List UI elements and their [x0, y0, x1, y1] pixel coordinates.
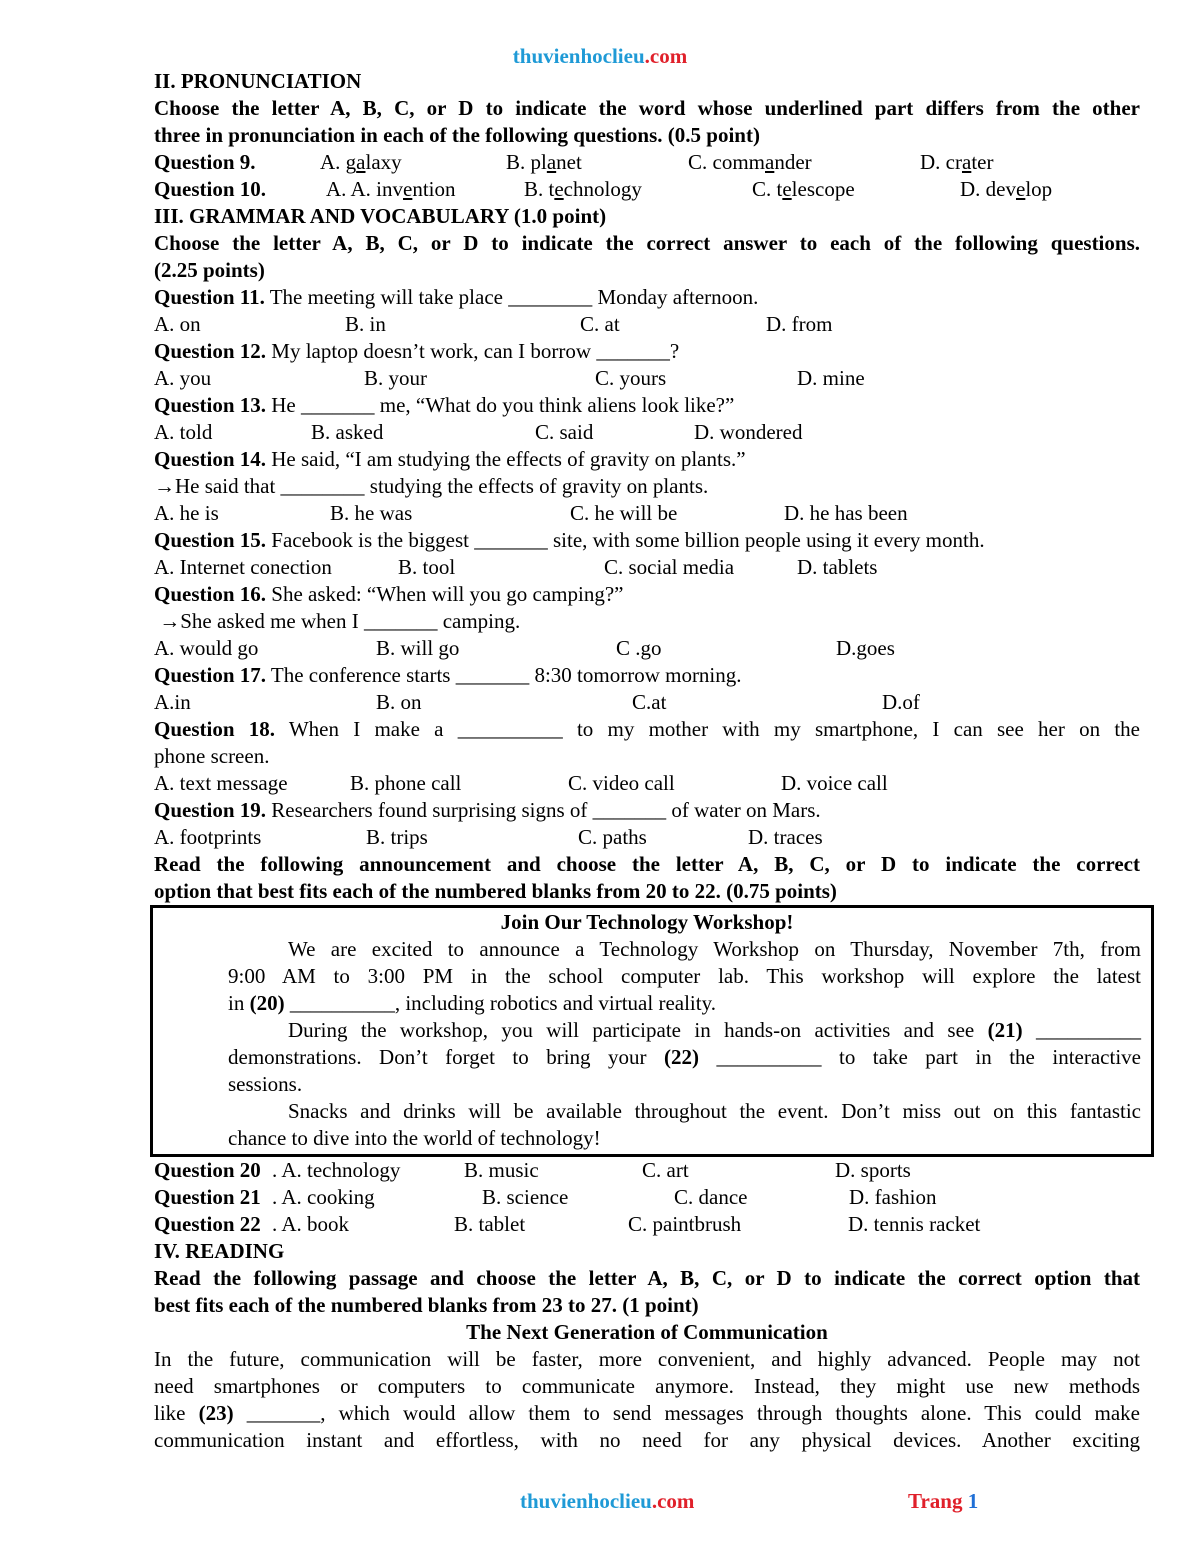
announcement-text: Snacks and drinks will be available throughout the event. Don’t miss out on this fantastic: [288, 1099, 1141, 1123]
announcement-text: During the workshop, you will participate in hands-on activities and see (21) __________: [288, 1018, 1142, 1042]
question-14: Question 14. He said, “I am studying the effects of gravity on plants.”: [154, 447, 746, 471]
header-site: thuvienhoclieu.com: [512, 44, 688, 68]
announcement-title: Join Our Technology Workshop!: [500, 910, 794, 934]
announcement-text: 9:00 AM to 3:00 PM in the school computer lab. This workshop will explore the latest: [228, 964, 1141, 988]
options: A. you B. your C. yours D. mine: [154, 366, 865, 390]
instruction: Choose the letter A, B, C, or D to indicate the word whose underlined part differs from the other: [154, 96, 1140, 120]
question-14-rewrite: →He said that ________ studying the effects of gravity on plants.: [154, 474, 709, 498]
instruction: Choose the letter A, B, C, or D to indicate the correct answer to each of the following questions.: [154, 231, 1140, 255]
passage-text: need smartphones or computers to communicate anymore. Instead, they might use new methods: [154, 1374, 1140, 1398]
question-16: Question 16. She asked: “When will you go camping?”: [154, 582, 624, 606]
page-number: Trang 1: [908, 1489, 979, 1513]
options: A. would go B. will go C .go D.goes: [154, 636, 895, 660]
section-title: III. GRAMMAR AND VOCABULARY (1.0 point): [154, 204, 607, 228]
footer-site: thuvienhoclieu.com: [520, 1489, 695, 1513]
instruction: Read the following announcement and choose the letter A, B, C, or D to indicate the correct: [154, 852, 1140, 876]
question-10: Question 10. A. A. invention B. technology C. telescope D. develop: [154, 177, 1053, 201]
question-21: Question 21 . A. cooking B. science C. dance D. fashion: [154, 1185, 937, 1209]
instruction: three in pronunciation in each of the following questions. (0.5 point): [154, 123, 760, 147]
document-body: [154, 68, 1140, 1454]
options: A. Internet conection B. tool C. social media D. tablets: [154, 555, 878, 579]
options: A. told B. asked C. said D. wondered: [154, 420, 803, 444]
announcement-text: demonstrations. Don’t forget to bring your (22) __________ to take part in the interactive: [228, 1045, 1141, 1069]
options: A.in B. on C.at D.of: [154, 690, 920, 714]
instruction: Read the following passage and choose the letter A, B, C, or D to indicate the correct option that: [154, 1266, 1140, 1290]
question-15: Question 15. Facebook is the biggest _______ site, with some billion people using it every month.: [154, 528, 985, 552]
question-11: Question 11. The meeting will take place ________ Monday afternoon.: [154, 285, 759, 309]
question-12: Question 12. My laptop doesn’t work, can I borrow _______?: [154, 339, 680, 363]
options: A. footprints B. trips C. paths D. traces: [154, 825, 823, 849]
passage-text: In the future, communication will be faster, more convenient, and highly advanced. People may not: [154, 1347, 1140, 1371]
announcement-text: chance to dive into the world of technology!: [228, 1126, 601, 1150]
instruction: (2.25 points): [154, 258, 265, 282]
options: A. he is B. he was C. he will be D. he has been: [154, 501, 908, 525]
announcement-text: in (20) __________, including robotics and virtual reality.: [228, 991, 716, 1015]
passage-text: communication instant and effortless, with no need for any physical devices. Another exciting: [154, 1428, 1140, 1452]
question-20: Question 20 . A. technology B. music C. art D. sports: [154, 1158, 911, 1182]
question-17: Question 17. The conference starts _______ 8:30 tomorrow morning.: [154, 663, 742, 687]
question-18: Question 18. When I make a __________ to my mother with my smartphone, I can see her on the: [154, 717, 1140, 741]
options: A. on B. in C. at D. from: [154, 312, 833, 336]
section-title: II. PRONUNCIATION: [154, 69, 362, 93]
options: A. text message B. phone call C. video call D. voice call: [154, 771, 888, 795]
passage-text: like (23) _______, which would allow them to send messages through thoughts alone. This could make: [154, 1401, 1140, 1425]
passage-title: The Next Generation of Communication: [466, 1320, 828, 1344]
question-19: Question 19. Researchers found surprising signs of _______ of water on Mars.: [154, 798, 821, 822]
instruction: option that best fits each of the numbered blanks from 20 to 22. (0.75 points): [154, 879, 837, 903]
instruction: best fits each of the numbered blanks from 23 to 27. (1 point): [154, 1293, 699, 1317]
section-title: IV. READING: [154, 1239, 285, 1263]
announcement-text: sessions.: [228, 1072, 303, 1096]
question-9: Question 9. A. galaxy B. planet C. commander D. crater: [154, 150, 994, 174]
question-13: Question 13. He _______ me, “What do you think aliens look like?”: [154, 393, 735, 417]
question-22: Question 22 . A. book B. tablet C. paintbrush D. tennis racket: [154, 1212, 981, 1236]
announcement-box: [150, 905, 1154, 1157]
question-16-rewrite: →She asked me when I _______ camping.: [154, 609, 521, 633]
announcement-text: We are excited to announce a Technology Workshop on Thursday, November 7th, from: [288, 937, 1141, 961]
question-18-cont: phone screen.: [154, 744, 270, 768]
